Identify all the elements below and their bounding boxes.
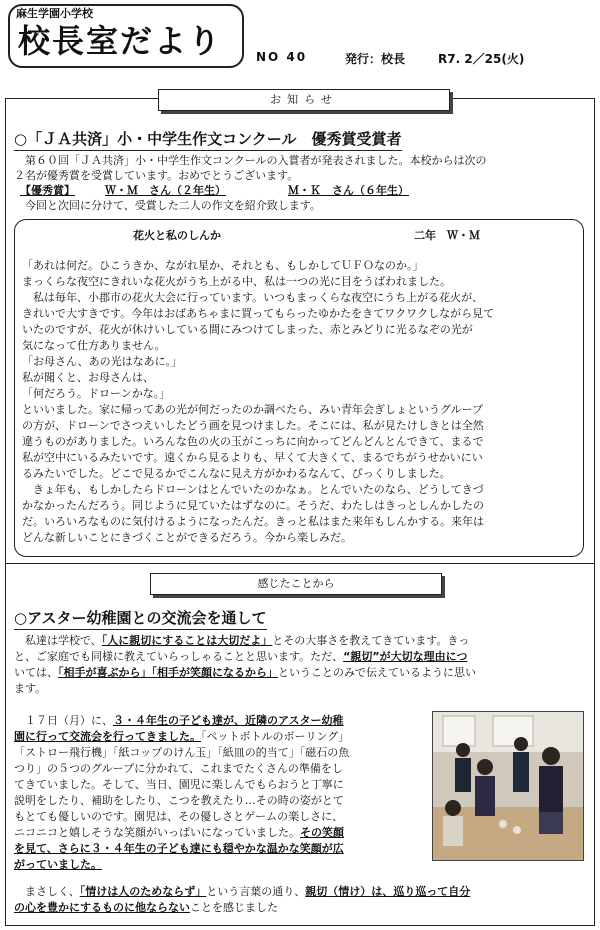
felt-p2-line: を見て、さらに３・４年生の子ども達にも穏やかな温かな笑顔が広 (14, 842, 344, 855)
essay-line: だ。いろいろなものに気付けるようになったんだ。きっと私はまた来年もしんかする。来年は (22, 515, 484, 528)
felt-p1-line: いては、「相手が喜ぶから」「相手が笑顔になるから」ということのみで伝えているように思い (14, 666, 476, 679)
essay-line: 「お母さん、あの光はなあに。」 (22, 355, 183, 368)
essay-line: といいました。家に帰ってあの光が何だったのか調べたら、みい青年会ぎしょというグループ (22, 403, 484, 416)
winner-2: Ｍ・Ｋ さん（６年生） (288, 184, 409, 197)
felt-p2-line: １７日（月）に、３・４年生の子ども達が、近隣のアスター幼稚 (14, 714, 344, 727)
felt-p2-line: つり」の５つのグループに分かれて、これまでたくさんの準備をし (14, 762, 343, 775)
felt-p2-line: 園に行って交流会を行ってきました。「ペットボトルのボーリング」 (14, 730, 350, 743)
felt-p1-line: と、ご家庭でも同様に教えていらっしゃることと思います。ただ、“親切”が大切な理由につ (14, 650, 468, 663)
felt-p1-line: 私達は学校で、「人に親切にすることは大切だよ」とその大事さを教えてきています。きっ (14, 634, 470, 647)
section-divider (5, 563, 595, 564)
felt-p2-line: 「ストロー飛行機」「紙コップのけん玉」「紙皿の的当て」「磁石の魚 (14, 746, 350, 759)
exchange-event-photo (432, 711, 584, 861)
essay-author: 二年 Ｗ・Ｍ (414, 229, 480, 242)
essay-line: 私は毎年、小郡市の花火大会に行っています。いつもまっくらな夜空にうち上がる花火が、 (22, 291, 484, 304)
essay-line: どんな新しいことにきづくことができるだろう。今から楽しみだ。 (22, 531, 352, 544)
felt-p2-line: 説明をしたり、補助をしたり、こつを教えたり…その時の姿がとて (14, 794, 344, 807)
essay-line: まっくらな夜空にきれいな花火がうち上がる中、私は一つの光に目をうばわれました。 (22, 275, 451, 288)
felt-p3-line: の心を豊かにするものに他ならないことを感じました (14, 901, 278, 914)
felt-p2-line: もとても優しいのです。園児は、その優しさとゲームの楽しさに、 (14, 810, 344, 823)
notice-outro: 今回と次回に分けて、受賞した二人の作文を紹介致します。 (14, 199, 321, 212)
essay-line: の方が、ドローンでさつえいしたどう画を見つけました。そこには、私が見たけしきとは全然 (22, 419, 484, 432)
notice-heading: ○「ＪＡ共済」小・中学生作文コンクール 優秀賞受賞者 (14, 129, 402, 151)
issue-number: NO 40 (256, 50, 308, 64)
essay-line: 気になって仕方ありません。 (22, 339, 166, 352)
section-label-notice: お知らせ (158, 89, 450, 111)
photo-illustration (433, 712, 584, 861)
award-label: 【優秀賞】 (20, 184, 75, 197)
essay-line: るみたいでした。どこで見るかでこんなに見え方がかわるなんて、びっくりしました。 (22, 467, 451, 480)
essay-line: 私が空中にいるみたいです。遠くから見るよりも、早くて大きくて、まるでちがうせかいにい (22, 451, 483, 464)
essay-line: かなかったんだろう。同じように見ていたはずなのに。そうだ、わたしはきっとしんかしたの (22, 499, 484, 512)
essay-line: 私が聞くと、お母さんは、 (22, 371, 154, 384)
newsletter-title: 校長室だより (18, 22, 223, 60)
section-label-felt: 感じたことから (150, 573, 442, 595)
kindness-quote: 「人に親切にすることは大切だよ」 (101, 634, 273, 647)
essay-line: 「あれは何だ。ひこうきか、ながれ星か、それとも、もしかしてＵＦＯなのか。」 (22, 259, 424, 272)
felt-p2-line: てきていました。そして、当日、園児に楽しんでもらおうと丁寧に (14, 778, 344, 791)
felt-p2-line: がっていました。 (14, 858, 102, 871)
essay-title: 花火と私のしんか (133, 229, 221, 242)
issuer: 発行：校長 (345, 52, 406, 66)
essay-line: 違うものがありました。いろんな色の火の玉がこっちに向かってどんどんとんできて、まるで (22, 435, 484, 448)
notice-intro-line: ２名が優秀賞を受賞しています。おめでとうございます。 (14, 169, 299, 182)
issue-date: R7. 2／25(火) (438, 52, 525, 66)
winner-1: Ｗ・Ｍ さん（２年生） (105, 184, 226, 197)
felt-p1-line: ます。 (14, 682, 47, 695)
notice-intro-line: 第６０回「ＪＡ共済」小・中学生作文コンクールの入賞者が発表されました。本校からは次の (14, 154, 487, 167)
essay-line: きれいで大すきです。今年はおばあちゃまに買ってもらったゆかたをきてワクワクしながら見て (22, 307, 495, 320)
felt-p3-line: まさしく、「情けは人のためならず」という言葉の通り、親切（情け）は、巡り巡って自分 (14, 885, 471, 898)
essay-line: 「何だろう。ドローンかな。」 (22, 387, 171, 400)
felt-heading: ○アスター幼稚園との交流会を通して (14, 608, 267, 630)
school-name: 麻生学園小学校 (16, 7, 93, 20)
essay-line: きょ年も、もしかしたらドローンはとんでいたのかなぁ。とんでいたのなら、どうしてきづ (22, 483, 484, 496)
essay-line: いたのですが、花火が休けいしている間にみつけてしまった、赤とみどりに光るなぞの光が (22, 323, 473, 336)
felt-p2-line: ニコニコと嬉しそうな笑顔がいっぱいになっていました。その笑顔 (14, 826, 344, 839)
